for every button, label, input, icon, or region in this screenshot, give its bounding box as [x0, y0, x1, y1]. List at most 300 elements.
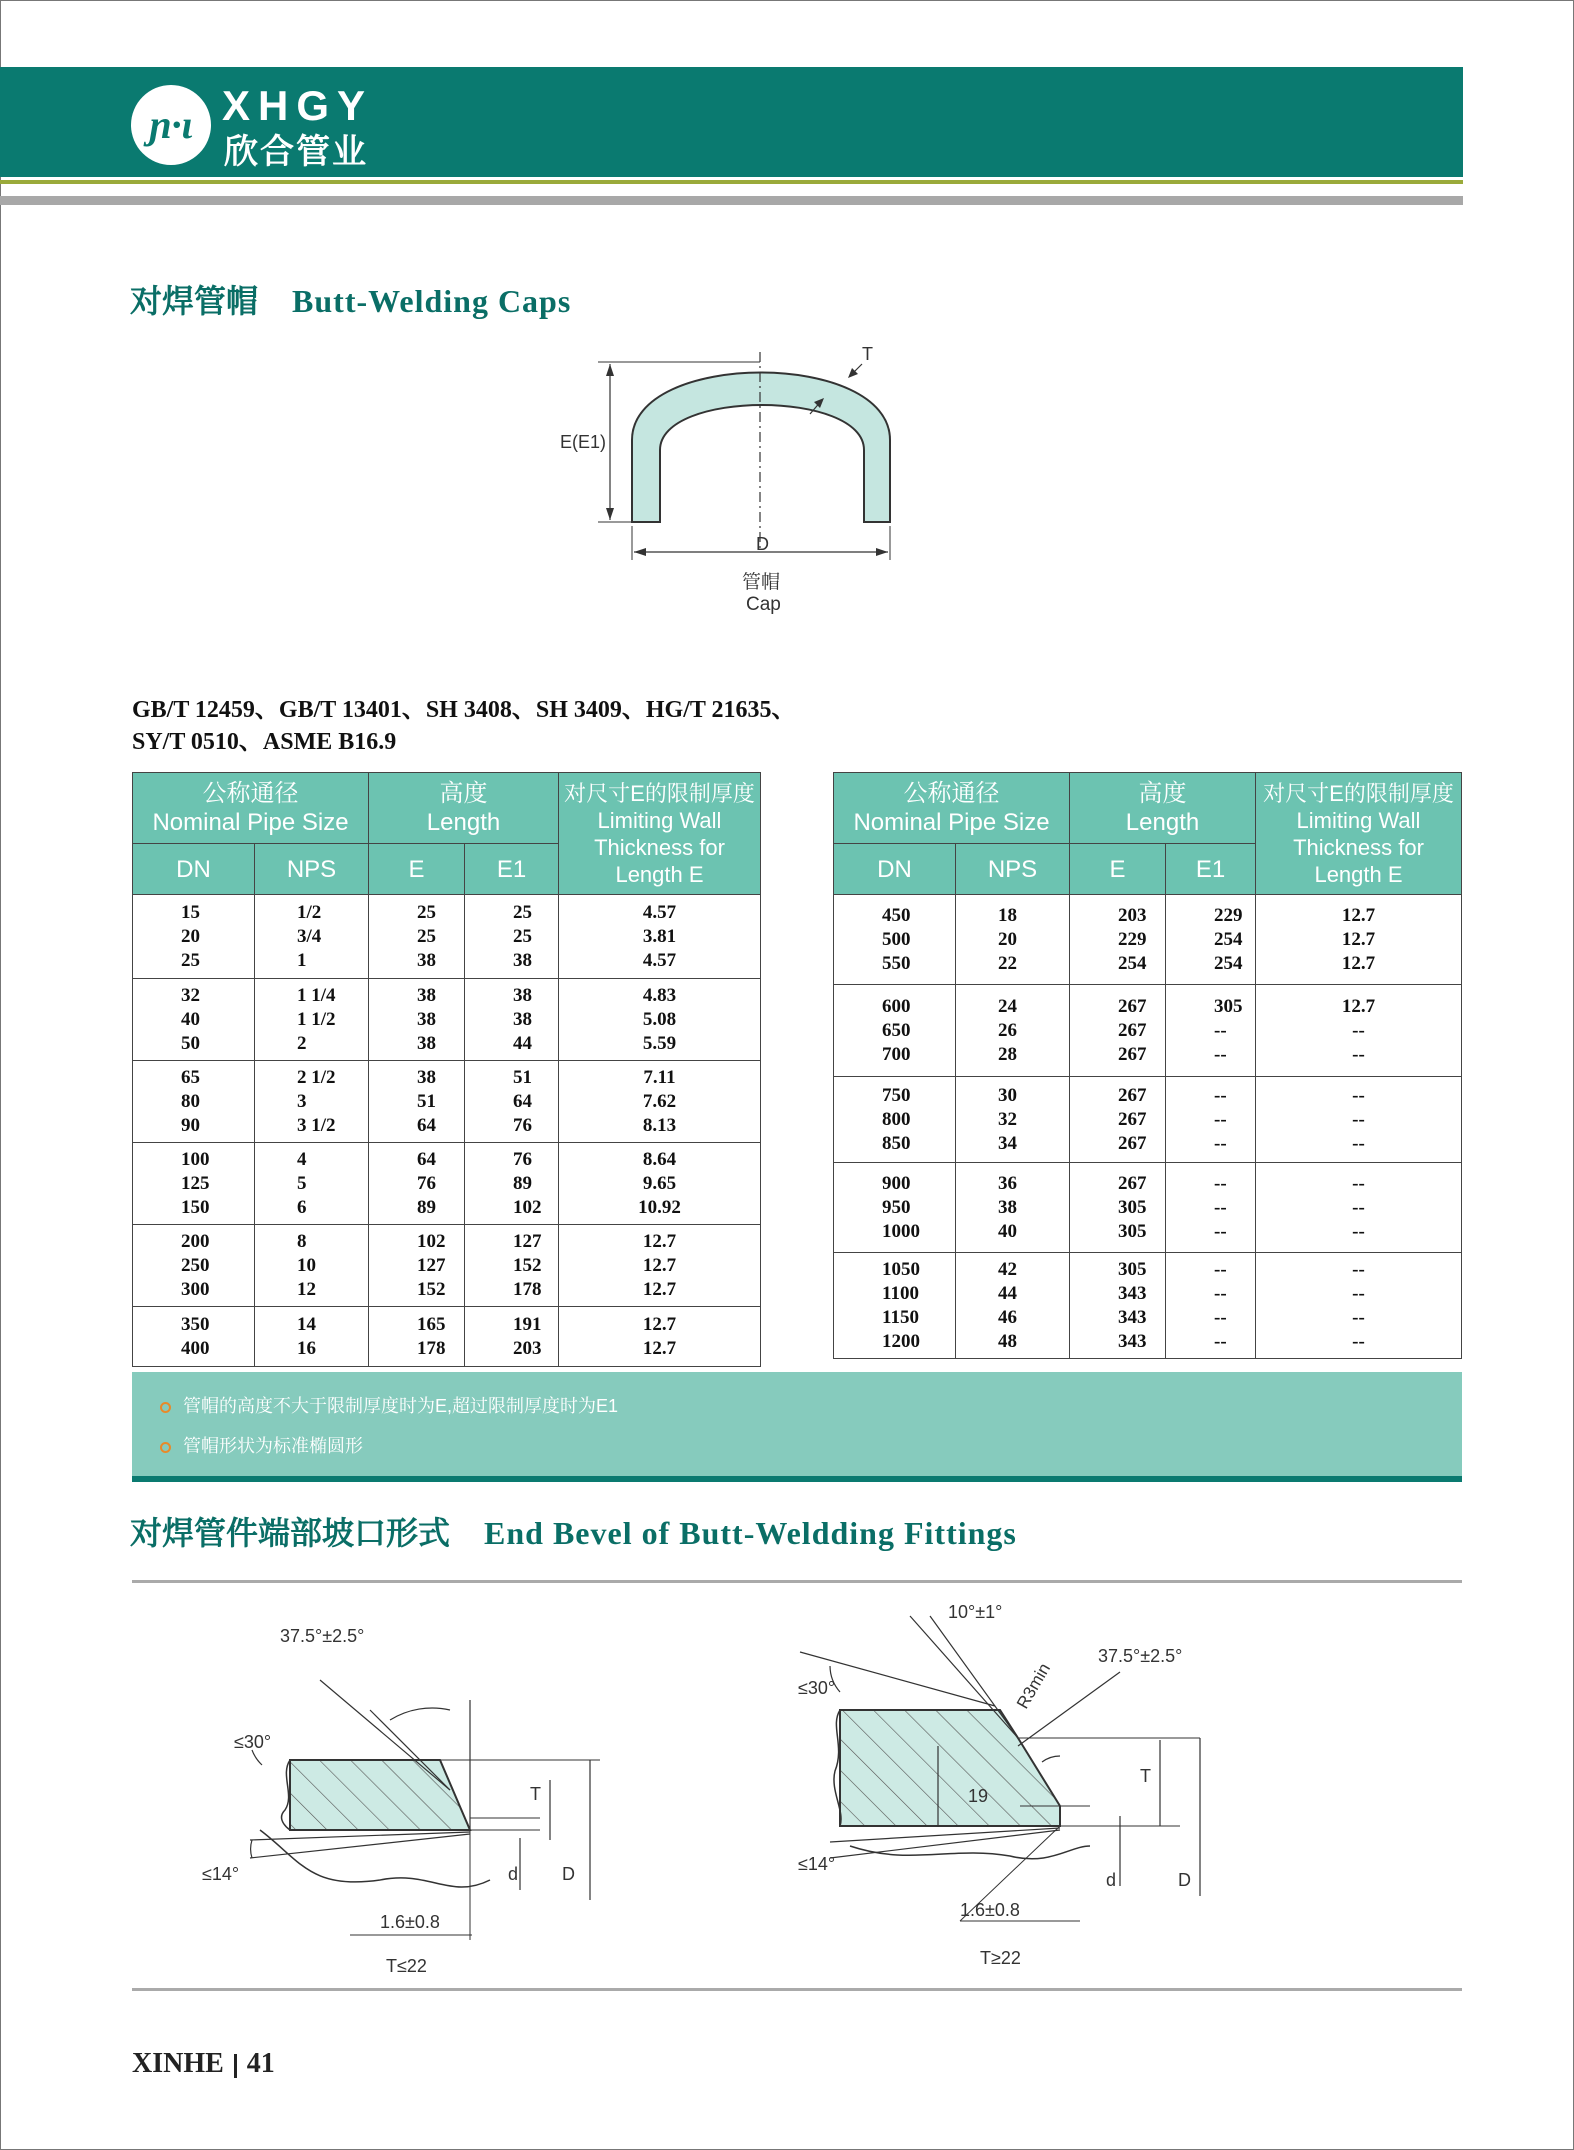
cell-nps	[956, 985, 1070, 1077]
cell-value: 22	[998, 952, 1017, 974]
cell-value: --	[1214, 1172, 1227, 1194]
bevel-right-root: 1.6±0.8	[960, 1900, 1020, 1920]
cell-e1	[465, 1061, 559, 1143]
cell-value: 500	[882, 928, 911, 950]
header-e1: E1	[1166, 844, 1256, 895]
cell-value: 1000	[882, 1220, 920, 1242]
cell-value: 165	[417, 1313, 446, 1335]
cell-value: 65	[181, 1066, 200, 1088]
cell-value: 7.11	[643, 1066, 676, 1088]
header-band	[0, 67, 1463, 177]
cell-value: 1	[297, 949, 307, 971]
header-height: 高度 Length	[1070, 773, 1256, 844]
cell-value: 1 1/4	[297, 984, 336, 1006]
page-number: 41	[246, 2048, 275, 2079]
cell-value: 20	[181, 925, 200, 947]
cell-value: 12.7	[642, 1278, 677, 1300]
cell-value: 44	[513, 1032, 532, 1054]
cell-dn	[834, 1253, 956, 1359]
cell-value: 8	[297, 1230, 307, 1252]
bevel-right-angle: 37.5°±2.5°	[1098, 1646, 1183, 1666]
bevel-left-D: D	[562, 1864, 575, 1884]
cell-value: 9.65	[642, 1172, 677, 1194]
cell-value: 2	[297, 1032, 307, 1054]
cap-caption-cn: 管帽	[742, 572, 781, 593]
cell-value: 267	[1118, 1019, 1147, 1041]
cap-label-d: D	[756, 534, 769, 554]
cell-dn	[834, 985, 956, 1077]
section-title-caps-en: Butt-Welding Caps	[292, 283, 572, 319]
cell-value: 48	[998, 1330, 1017, 1352]
cell-value: 32	[181, 984, 200, 1006]
cell-e	[369, 1143, 465, 1225]
cell-value: 5.59	[642, 1032, 677, 1054]
table-row-group	[133, 1143, 761, 1225]
cell-value: 12.7	[1341, 952, 1376, 974]
cell-nps	[956, 1077, 1070, 1163]
cell-value: 800	[882, 1108, 911, 1130]
note-item: 管帽的高度不大于限制厚度时为E,超过限制厚度时为E1	[160, 1392, 618, 1418]
cell-nps	[956, 1253, 1070, 1359]
cell-value: 102	[417, 1230, 446, 1252]
cell-t	[559, 1307, 761, 1367]
cap-shape	[632, 373, 890, 523]
cell-value: 343	[1118, 1282, 1147, 1304]
cell-value: 305	[1118, 1220, 1147, 1242]
cell-value: 3 1/2	[297, 1114, 336, 1136]
cell-value: 25	[181, 949, 200, 971]
bevel-left-wall	[290, 1760, 470, 1830]
cell-value: 16	[297, 1337, 316, 1359]
cell-value: 178	[513, 1278, 542, 1300]
cell-value: 12.7	[642, 1230, 677, 1252]
cell-value: 90	[181, 1114, 200, 1136]
cell-e	[369, 1307, 465, 1367]
cell-value: --	[1214, 1108, 1227, 1130]
cell-value: 229	[1118, 928, 1147, 950]
cell-value: --	[1352, 1172, 1365, 1194]
section-title-caps	[130, 276, 571, 322]
cell-value: 38	[417, 984, 436, 1006]
cell-nps	[956, 895, 1070, 985]
table-row-group	[834, 895, 1462, 985]
notes-panel	[132, 1372, 1462, 1482]
bevel-right-D: D	[1178, 1870, 1191, 1890]
cell-t	[1256, 1253, 1462, 1359]
header-e: E	[1070, 844, 1166, 895]
bevel-right-h19: 19	[968, 1786, 989, 1806]
cell-value: 100	[181, 1148, 210, 1170]
cell-nps	[255, 1143, 369, 1225]
cell-value: 1150	[882, 1306, 919, 1328]
cell-value: 4.57	[642, 949, 677, 971]
header-height: 高度 Length	[369, 773, 559, 844]
cell-value: 12.7	[1341, 995, 1376, 1017]
cell-value: --	[1352, 1196, 1365, 1218]
cell-value: 50	[181, 1032, 200, 1054]
cell-value: 267	[1118, 1172, 1147, 1194]
footer-brand: XINHE	[132, 2048, 224, 2079]
cell-value: 36	[998, 1172, 1017, 1194]
bevel-right-radius: R3min	[1013, 1659, 1055, 1712]
cell-value: 12.7	[642, 1254, 677, 1276]
cell-value: --	[1352, 1108, 1365, 1130]
cell-value: --	[1352, 1019, 1365, 1041]
cell-value: 267	[1118, 1108, 1147, 1130]
cell-value: 3/4	[297, 925, 322, 947]
cell-value: 51	[513, 1066, 532, 1088]
cell-value: 12.7	[642, 1337, 677, 1359]
cell-value: 38	[513, 1008, 532, 1030]
cell-value: 10	[297, 1254, 316, 1276]
cell-value: 1 1/2	[297, 1008, 336, 1030]
cap-diagram	[560, 340, 940, 620]
cell-t	[559, 895, 761, 979]
section-title-bevel-en: End Bevel of Butt-Weldding Fittings	[484, 1515, 1017, 1551]
cell-nps	[255, 979, 369, 1061]
cell-value: 2 1/2	[297, 1066, 336, 1088]
cell-value: 450	[882, 904, 911, 926]
cell-t	[559, 979, 761, 1061]
cell-value: 12.7	[1341, 928, 1376, 950]
brand-name-en: XHGY	[222, 82, 374, 129]
cell-dn	[834, 895, 956, 985]
header-gray-line	[0, 196, 1463, 205]
table-row-group	[133, 1061, 761, 1143]
cell-value: 24	[998, 995, 1017, 1017]
cell-value: 1100	[882, 1282, 919, 1304]
header-nominal: 公称通径 Nominal Pipe Size	[133, 773, 369, 844]
cell-value: --	[1214, 1132, 1227, 1154]
cell-value: 51	[417, 1090, 436, 1112]
cell-e	[1070, 1163, 1166, 1253]
cell-value: 14	[297, 1313, 316, 1335]
cell-value: 700	[882, 1043, 911, 1065]
bevel-left-t: T	[530, 1784, 541, 1804]
cell-value: --	[1352, 1306, 1365, 1328]
cell-value: 200	[181, 1230, 210, 1252]
cell-value: 229	[1214, 904, 1243, 926]
cell-value: 900	[882, 1172, 911, 1194]
cell-e	[1070, 895, 1166, 985]
bevel-left-root: 1.6±0.8	[380, 1912, 440, 1932]
cell-value: --	[1214, 1282, 1227, 1304]
cell-value: 850	[882, 1132, 911, 1154]
section-title-bevel-cn: 对焊管件端部坡口形式	[130, 1515, 451, 1551]
cell-value: 600	[882, 995, 911, 1017]
cell-value: 400	[181, 1337, 210, 1359]
cell-value: 178	[417, 1337, 446, 1359]
cell-value: 12.7	[1341, 904, 1376, 926]
cell-value: 12	[297, 1278, 316, 1300]
cell-value: 254	[1214, 952, 1243, 974]
cell-value: 76	[513, 1114, 532, 1136]
cell-nps	[255, 1225, 369, 1307]
cell-value: 28	[998, 1043, 1017, 1065]
cell-value: --	[1352, 1084, 1365, 1106]
cell-t	[1256, 1163, 1462, 1253]
bevel-right-wall	[840, 1710, 1060, 1826]
bevel-right-caption: T≥22	[980, 1948, 1021, 1968]
cell-value: 15	[181, 901, 200, 923]
cell-value: 80	[181, 1090, 200, 1112]
cell-e1	[465, 1225, 559, 1307]
footer-separator	[234, 2054, 237, 2078]
section-title-bevel	[130, 1508, 1017, 1554]
header-dn: DN	[834, 844, 956, 895]
cell-value: 38	[417, 1066, 436, 1088]
cell-value: 3	[297, 1090, 307, 1112]
section-divider-bottom	[132, 1988, 1462, 1991]
table-row-group	[133, 895, 761, 979]
bevel-left-d: d	[508, 1864, 519, 1884]
cell-e	[369, 979, 465, 1061]
table-row-group	[834, 985, 1462, 1077]
cell-value: 40	[998, 1220, 1017, 1242]
cell-e1	[465, 895, 559, 979]
cell-nps	[255, 895, 369, 979]
table-row-group	[133, 1225, 761, 1307]
cell-value: 7.62	[642, 1090, 677, 1112]
header-nps: NPS	[956, 844, 1070, 895]
cell-value: 38	[513, 984, 532, 1006]
cell-value: 650	[882, 1019, 911, 1041]
cap-label-e: E(E1)	[560, 432, 607, 452]
cell-value: 40	[181, 1008, 200, 1030]
cell-value: 152	[513, 1254, 542, 1276]
cell-value: 25	[417, 925, 436, 947]
note-item: 管帽形状为标准椭圆形	[160, 1432, 363, 1458]
cell-value: 38	[513, 949, 532, 971]
header-nominal: 公称通径 Nominal Pipe Size	[834, 773, 1070, 844]
cell-value: 343	[1118, 1330, 1147, 1352]
cell-dn	[133, 895, 255, 979]
cell-value: 3.81	[642, 925, 677, 947]
cell-value: 254	[1214, 928, 1243, 950]
header-nps: NPS	[255, 844, 369, 895]
cap-caption-en: Cap	[746, 594, 781, 615]
cell-value: --	[1214, 1330, 1227, 1352]
cell-value: 305	[1214, 995, 1243, 1017]
cell-value: 46	[998, 1306, 1017, 1328]
cell-value: 32	[998, 1108, 1017, 1130]
cell-value: 267	[1118, 995, 1147, 1017]
bevel-left-le30: ≤30°	[234, 1732, 272, 1752]
cell-dn	[133, 1307, 255, 1367]
cell-e	[1070, 1253, 1166, 1359]
cell-value: 38	[417, 949, 436, 971]
cell-value: --	[1352, 1043, 1365, 1065]
cell-value: 12.7	[642, 1313, 677, 1335]
cell-dn	[834, 1077, 956, 1163]
cell-value: 350	[181, 1313, 210, 1335]
cell-value: 64	[417, 1114, 436, 1136]
bevel-left-le14: ≤14°	[202, 1864, 240, 1884]
cell-dn	[133, 1143, 255, 1225]
header-limit: 对尺寸E的限制厚度 Limiting Wall Thickness for Length E	[1256, 773, 1462, 895]
table-row-group	[133, 1307, 761, 1367]
section-title-caps-cn: 对焊管帽	[130, 283, 259, 319]
cell-dn	[133, 1225, 255, 1307]
cell-value: 76	[417, 1172, 436, 1194]
cell-nps	[956, 1163, 1070, 1253]
cell-value: 191	[513, 1313, 542, 1335]
cell-value: 10.92	[638, 1196, 681, 1218]
cell-value: --	[1214, 1019, 1227, 1041]
cell-value: 4.57	[642, 901, 677, 923]
cell-value: 5.08	[642, 1008, 677, 1030]
table-left-body	[133, 895, 761, 1367]
section-divider-top	[132, 1580, 1462, 1583]
dimension-table-left	[132, 772, 761, 1367]
cell-value: 267	[1118, 1084, 1147, 1106]
cell-e1	[1166, 1163, 1256, 1253]
cell-value: 305	[1118, 1196, 1147, 1218]
bevel-diagram-right	[790, 1596, 1230, 1976]
cell-value: --	[1214, 1258, 1227, 1280]
standards-list	[132, 694, 795, 758]
cell-e	[369, 1225, 465, 1307]
cell-value: 4.83	[642, 984, 677, 1006]
cell-e	[369, 1061, 465, 1143]
bevel-left-angle: 37.5°±2.5°	[280, 1626, 365, 1646]
header-e1: E1	[465, 844, 559, 895]
cell-value: 64	[513, 1090, 532, 1112]
brand-name-cn: 欣合管业	[224, 133, 368, 171]
bevel-right-le14: ≤14°	[798, 1854, 836, 1874]
cell-value: 1050	[882, 1258, 920, 1280]
cell-value: 950	[882, 1196, 911, 1218]
cell-value: 8.13	[642, 1114, 677, 1136]
cell-value: 305	[1118, 1258, 1147, 1280]
cell-value: 89	[417, 1196, 436, 1218]
bevel-right-d: d	[1106, 1870, 1117, 1890]
cell-e	[1070, 1077, 1166, 1163]
cell-e1	[465, 1143, 559, 1225]
cell-value: 127	[513, 1230, 542, 1252]
cell-t	[559, 1143, 761, 1225]
cell-value: 38	[417, 1008, 436, 1030]
bevel-left-caption: T≤22	[386, 1956, 427, 1976]
bevel-right-le30: ≤30°	[798, 1678, 836, 1698]
cell-value: --	[1352, 1258, 1365, 1280]
cell-value: --	[1352, 1282, 1365, 1304]
bevel-right-angle-top: 10°±1°	[948, 1602, 1003, 1622]
cell-value: 25	[513, 901, 532, 923]
cell-value: --	[1214, 1084, 1227, 1106]
table-right-body	[834, 895, 1462, 1359]
cell-e1	[465, 979, 559, 1061]
cell-dn	[133, 1061, 255, 1143]
table-row-group	[834, 1163, 1462, 1253]
table-row-group	[834, 1253, 1462, 1359]
cell-value: 42	[998, 1258, 1017, 1280]
header-accent-line	[0, 180, 1463, 184]
cell-e	[1070, 985, 1166, 1077]
cell-value: --	[1214, 1196, 1227, 1218]
cell-value: 102	[513, 1196, 542, 1218]
table-row-group	[834, 1077, 1462, 1163]
cell-value: 18	[998, 904, 1017, 926]
cell-value: 89	[513, 1172, 532, 1194]
cell-value: 203	[513, 1337, 542, 1359]
cell-value: --	[1214, 1220, 1227, 1242]
cell-value: 34	[998, 1132, 1017, 1154]
cell-value: 1200	[882, 1330, 920, 1352]
cell-value: --	[1214, 1306, 1227, 1328]
cell-value: 267	[1118, 1043, 1147, 1065]
cell-t	[1256, 895, 1462, 985]
cell-value: 4	[297, 1148, 307, 1170]
page-footer	[132, 2048, 275, 2080]
cell-e1	[1166, 895, 1256, 985]
cell-value: 25	[417, 901, 436, 923]
table-row-group	[133, 979, 761, 1061]
cell-value: 38	[417, 1032, 436, 1054]
bevel-diagram-left	[190, 1600, 630, 1980]
cell-value: 152	[417, 1278, 446, 1300]
header-dn: DN	[133, 844, 255, 895]
cell-value: 300	[181, 1278, 210, 1300]
cell-value: 76	[513, 1148, 532, 1170]
cell-value: 150	[181, 1196, 210, 1218]
cell-value: --	[1214, 1043, 1227, 1065]
cell-value: 203	[1118, 904, 1147, 926]
cell-e1	[1166, 985, 1256, 1077]
cell-value: 8.64	[642, 1148, 677, 1170]
header-limit: 对尺寸E的限制厚度 Limiting Wall Thickness for Length E	[559, 773, 761, 895]
bullet-icon	[160, 1402, 171, 1413]
cell-value: 26	[998, 1019, 1017, 1041]
cell-value: 250	[181, 1254, 210, 1276]
cell-value: 25	[513, 925, 532, 947]
cell-nps	[255, 1061, 369, 1143]
cell-value: 38	[998, 1196, 1017, 1218]
cell-value: 30	[998, 1084, 1017, 1106]
cell-value: 20	[998, 928, 1017, 950]
cell-t	[1256, 985, 1462, 1077]
cell-e1	[465, 1307, 559, 1367]
cell-value: 5	[297, 1172, 307, 1194]
cell-value: 550	[882, 952, 911, 974]
cell-value: 750	[882, 1084, 911, 1106]
cap-label-t: T	[862, 344, 873, 364]
cell-e	[369, 895, 465, 979]
cell-value: 125	[181, 1172, 210, 1194]
standards-line-1: GB/T 12459、GB/T 13401、SH 3408、SH 3409、HG/T 21635、	[132, 697, 796, 723]
cell-value: 44	[998, 1282, 1017, 1304]
logo-mark: ɲ·ɩ	[149, 102, 193, 147]
cell-value: --	[1352, 1220, 1365, 1242]
cell-t	[559, 1061, 761, 1143]
cell-dn	[133, 979, 255, 1061]
cell-value: 254	[1118, 952, 1147, 974]
cell-value: 343	[1118, 1306, 1147, 1328]
cell-dn	[834, 1163, 956, 1253]
cell-value: --	[1352, 1330, 1365, 1352]
standards-line-2: SY/T 0510、ASME B16.9	[132, 729, 397, 755]
cell-value: 267	[1118, 1132, 1147, 1154]
bevel-right-t: T	[1140, 1766, 1151, 1786]
cell-t	[559, 1225, 761, 1307]
header-e: E	[369, 844, 465, 895]
cell-value: 64	[417, 1148, 436, 1170]
cell-t	[1256, 1077, 1462, 1163]
cell-nps	[255, 1307, 369, 1367]
cell-value: 127	[417, 1254, 446, 1276]
cell-e1	[1166, 1253, 1256, 1359]
cell-e1	[1166, 1077, 1256, 1163]
